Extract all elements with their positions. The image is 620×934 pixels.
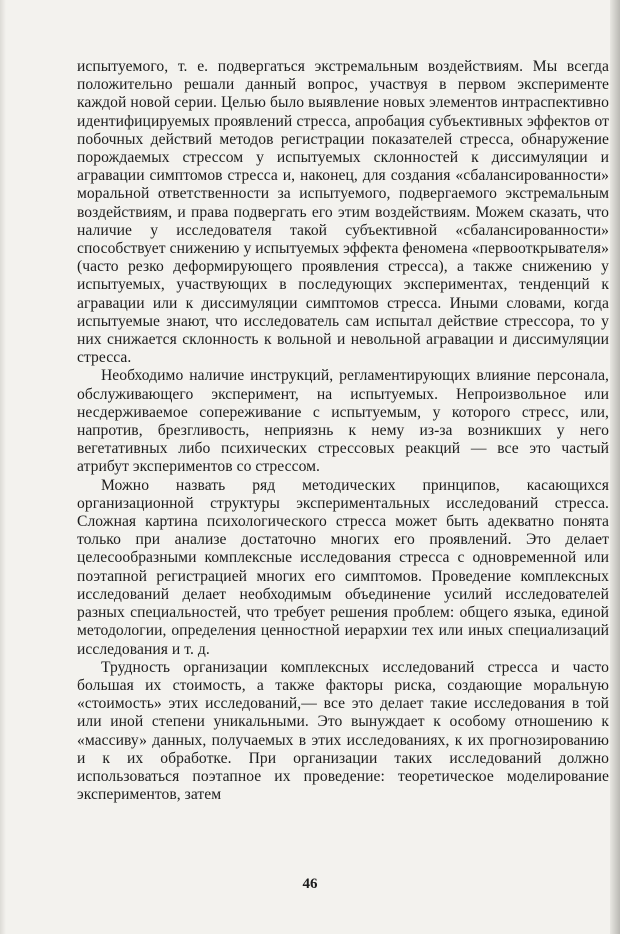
paragraph-instructions: Необходимо наличие инструкций, регламентирующих влияние персонала, обслуживающего эксперимент, на испытуемых. Непроизвольное или несдерживаемое сопереживание с испытуемым, у которого стресс, или, напротив, брезгливость, неприязнь к нему из-за возникших у него вегетативных либо психических стрессовых реакций — все это частый атрибут экспериментов со стрессом. xyxy=(77,367,609,476)
body-text xyxy=(77,58,609,804)
scan-edge-right xyxy=(610,0,620,934)
paragraph-continuation: испытуемого, т. е. подвергаться экстремальным воздействиям. Мы всегда положительно решали данный вопрос, участвуя в первом эксперименте каждой новой серии. Целью было выявление новых элементов интраспективно идентифицируемых проявлений стресса, апробация субъективных эффектов от побочных действий методов регистрации показателей стресса, обнаружение порождаемых стрессом у испытуемых склонностей к диссимуляции и агравации симптомов стресса и, наконец, для создания «сбалансированности» моральной ответственности за испытуемого, подвергаемого экстремальным воздействиям, и права подвергать его этим воздействиям. Можем сказать, что наличие у исследователя такой субъективной «сбалансированности» способствует снижению у испытуемых эффекта феномена «первооткрывателя» (часто резко деформирующего проявления стресса), а также снижению у испытуемых, участвующих в последующих экспериментах, тенденций к агравации или к диссимуляции симптомов стресса. Иными словами, когда испытуемые знают, что исследователь сам испытал действие стрессора, то у них снижается склонность к вольной и невольной агравации и диссимуляции стресса. xyxy=(77,58,609,367)
paragraph-methodical-principles: Можно назвать ряд методических принципов, касающихся организационной структуры экспериментальных исследований стресса. Сложная картина психологического стресса может быть адекватно понята только при анализе достаточно многих его проявлений. Это делает целесообразными комплексные исследования стресса с одновременной или поэтапной регистрацией многих его симптомов. Проведение комплексных исследований делает необходимым объединение усилий исследователей разных специальностей, что требует решения проблем: общего языка, единой методологии, определения ценностной иерархии тех или иных специализаций исследования и т. д. xyxy=(77,476,609,658)
scan-edge-left xyxy=(0,0,6,934)
paragraph-complex-research: Трудность организации комплексных исследований стресса и часто большая их стоимость, а также факторы риска, создающие моральную «стоимость» этих исследований,— все это делает такие исследования в той или иной степени уникальными. Это вынуждает к особому отношению к «массиву» данных, получаемых в этих исследованиях, к их прогнозированию и к их обработке. При организации таких исследований должно использоваться поэтапное их проведение: теоретическое моделирование экспериментов, затем xyxy=(77,658,609,804)
page-number: 46 xyxy=(302,876,318,892)
